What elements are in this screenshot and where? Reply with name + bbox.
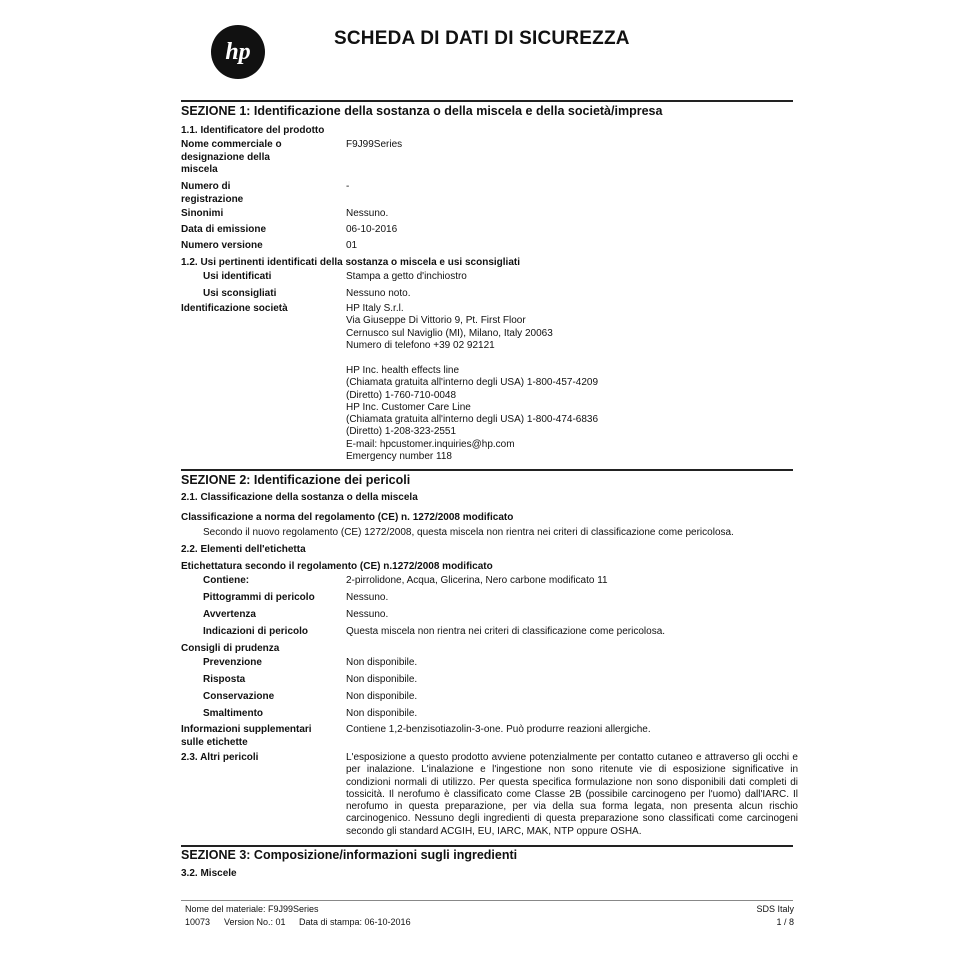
issue-date-label: Data di emissione	[181, 224, 267, 235]
classification-heading: Classificazione a norma del regolamento (CE) n. 1272/2008 modificato	[181, 512, 514, 523]
footer-rule	[181, 900, 793, 901]
trade-name-label: Nome commerciale o designazione della miscela	[181, 139, 282, 175]
contains-value: 2-pirrolidone, Acqua, Glicerina, Nero carbone modificato 11	[346, 575, 608, 586]
company-label: Identificazione società	[181, 303, 288, 314]
storage-label: Conservazione	[203, 691, 275, 702]
other-hazards-value: L'esposizione a questo prodotto avviene potenzialmente per contatto cutaneo e attraverso gli occhi e per inalazione. L'inalazione e l'ingestione non sono ritenute vie di esposizione significative in condizioni normali di utilizzo. Per questa specifica formulazione non sono disponibili dati completi di tossicità. Il nerofumo è classificato come Classe 2B (possibile carcinogeno per l'uomo) dall'IARC. Il nerofumo in questa preparazione, per via della sua forma legata, non presenta alcun rischio carcinogenico. Nessuno degli ingredienti di questa preparazione sono classificati come carcinogeni secondo gli standard ACGIH, EU, IARC, MAK, NTP oppure OSHA.	[346, 752, 798, 837]
advised-against-label: Usi sconsigliati	[203, 288, 277, 299]
subsection-1-1: 1.1. Identificatore del prodotto	[181, 125, 325, 136]
section-3-rule	[181, 845, 793, 847]
trade-name-value: F9J99Series	[346, 139, 403, 150]
contains-label: Contiene:	[203, 575, 250, 586]
prevention-label: Prevenzione	[203, 657, 262, 668]
pictograms-value: Nessuno.	[346, 592, 389, 603]
section-2-title: SEZIONE 2: Identificazione dei pericoli	[181, 473, 411, 487]
footer-sds: SDS Italy	[756, 904, 794, 914]
version-label: Numero versione	[181, 240, 263, 251]
issue-date-value: 06-10-2016	[346, 224, 398, 235]
signal-word-value: Nessuno.	[346, 609, 389, 620]
section-3-title: SEZIONE 3: Composizione/informazioni sugli ingredienti	[181, 848, 518, 862]
identified-uses-label: Usi identificati	[203, 271, 272, 282]
response-label: Risposta	[203, 674, 246, 685]
footer-version: Version No.: 01	[224, 917, 286, 927]
storage-value: Non disponibile.	[346, 691, 418, 702]
section-1-title: SEZIONE 1: Identificazione della sostanza o della miscela e della società/impresa	[181, 104, 663, 118]
footer-material: Nome del materiale: F9J99Series	[185, 904, 319, 914]
synonyms-value: Nessuno.	[346, 208, 389, 219]
hp-logo	[210, 24, 266, 80]
hp-logo-text: hp	[225, 39, 251, 65]
identified-uses-value: Stampa a getto d'inchiostro	[346, 271, 467, 282]
subsection-3-2: 3.2. Miscele	[181, 868, 237, 879]
subsection-2-1: 2.1. Classificazione della sostanza o della miscela	[181, 492, 418, 503]
footer-code: 10073	[185, 917, 211, 927]
footer-page-number: 1 / 8	[776, 917, 794, 927]
labelling-heading: Etichettatura secondo il regolamento (CE) n.1272/2008 modificato	[181, 561, 493, 572]
version-value: 01	[346, 240, 358, 251]
hazard-statements-label: Indicazioni di pericolo	[203, 626, 309, 637]
company-contacts: HP Inc. health effects line (Chiamata gratuita all'interno degli USA) 1-800-457-4209 (Diretto) 1-760-710-0048 HP Inc. Customer Care Line (Chiamata gratuita all'interno degli USA) 1-800-474-6836 (Diretto) 1-208-323-2551 E-mail: hpcustomer.inquiries@hp.com Emergency number 118	[346, 365, 599, 463]
supplemental-info-label: Informazioni supplementari sulle etichette	[181, 724, 312, 748]
other-hazards-label: 2.3. Altri pericoli	[181, 752, 259, 763]
disposal-label: Smaltimento	[203, 708, 264, 719]
section-1-rule	[181, 100, 793, 102]
hazard-statements-value: Questa miscela non rientra nei criteri di classificazione come pericolosa.	[346, 626, 666, 637]
advised-against-value: Nessuno noto.	[346, 288, 411, 299]
document-title: SCHEDA DI DATI DI SICUREZZA	[334, 28, 630, 49]
disposal-value: Non disponibile.	[346, 708, 418, 719]
synonyms-label: Sinonimi	[181, 208, 224, 219]
subsection-2-2: 2.2. Elementi dell'etichetta	[181, 544, 306, 555]
footer-print-date: Data di stampa: 06-10-2016	[299, 917, 411, 927]
section-2-rule	[181, 469, 793, 471]
prevention-value: Non disponibile.	[346, 657, 418, 668]
company-address: HP Italy S.r.l. Via Giuseppe Di Vittorio 9, Pt. First Floor Cernusco sul Naviglio (MI), Milano, Italy 20063 Numero di telefono +39 02 92121	[346, 303, 553, 351]
subsection-1-2: 1.2. Usi pertinenti identificati della sostanza o miscela e usi sconsigliati	[181, 257, 520, 268]
registration-label: Numero di registrazione	[181, 181, 244, 205]
pictograms-label: Pittogrammi di pericolo	[203, 592, 315, 603]
signal-word-label: Avvertenza	[203, 609, 256, 620]
precautionary-label: Consigli di prudenza	[181, 643, 280, 654]
classification-text: Secondo il nuovo regolamento (CE) 1272/2008, questa miscela non rientra nei criteri di classificazione come pericolosa.	[203, 527, 734, 538]
supplemental-info-value: Contiene 1,2-benzisotiazolin-3-one. Può produrre reazioni allergiche.	[346, 724, 651, 735]
response-value: Non disponibile.	[346, 674, 418, 685]
registration-value: -	[346, 181, 350, 192]
